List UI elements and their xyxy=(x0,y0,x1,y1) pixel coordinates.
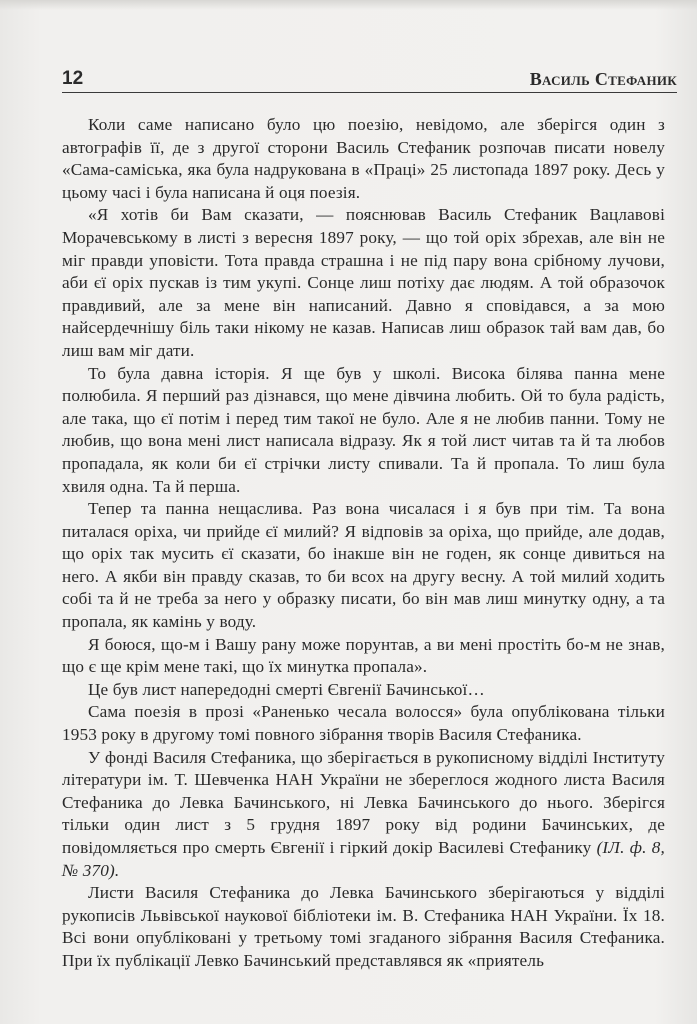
page-number: 12 xyxy=(62,68,84,89)
header-rule xyxy=(62,92,677,93)
page-header xyxy=(62,64,677,90)
paragraph-with-citation xyxy=(62,747,665,883)
paragraph: Листи Василя Стефаника до Левка Бачинського зберігаються у відділі рукописів Львівської наукової бібліотеки ім. В. Стефаника НАН України. Їх 18. Всі вони опубліковані у третьому томі згаданого зібрання Василя Стефаника. При їх публікації Левко Бачинський представлявся як «приятель xyxy=(62,883,665,970)
paragraph: Сама поезія в прозі «Раненько чесала волосся» була опублікована тільки 1953 року в другому томі повного зібрання творів Василя Стефаника. xyxy=(62,702,665,745)
archive-citation: (ІЛ. ф. 8, № 370). xyxy=(62,838,665,880)
paragraph-text: У фонді Василя Стефаника, що зберігається в рукописному відділі Інституту літератури ім. Т. Шевченка НАН України не збереглося жодного листа Василя Стефаника до Левка Бачинського, ні Левка Бачинського до нього. Зберігся тільки один лист з 5 грудня 1897 року від родини Бачинських, де повідомляється про смерть Євгенії і гіркий докір Василеві Стефанику xyxy=(62,747,665,857)
paragraph: Я боюся, що-м і Вашу рану може порунтав, а ви мені простіть бо-м не знав, що є ще крім мене такі, що їх минутка пропала». xyxy=(62,634,665,677)
paragraph: Коли саме написано було цю поезію, невідомо, але зберігся один з автографів її, де з другої сторони Василь Стефаник розпочав писати новелу «Сама-саміська, яка була надрукована в «Праці» 25 листопада 1897 року. Десь у цьому часі і була написана й оця поезія. xyxy=(62,115,665,202)
paragraph: «Я хотів би Вам сказати, — пояснював Василь Стефаник Вацлавові Морачевському в листі з вересня 1897 року, — що той оріх збрехав, але він не міг правди уповісти. Тота правда страшна і не під пару вона срібному лучови, аби єї оріх пускав із тим укупі. Сонце лиш потіху дає людям. А той образочок правдивий, але за мене він написаний. Давно я сповідався, а за мою найсердечнішу біль таки нікому не казав. Написав лиш образок тай вам дав, бо лиш вам міг дати. xyxy=(62,205,665,360)
body-text xyxy=(62,114,665,973)
paragraph: То була давна історія. Я ще був у школі. Висока білява панна мене полюбила. Я перший раз дізнався, що мене дівчина любить. Ой то була радість, але така, що єї потім і перед тим такої не було. Але я не любив панни. Тому не любив, що вона мені лист написала відразу. Як я той лист читав та й та любов пропадала, як коли би єї стрічки листу спивали. Та й пропала. То лиш була хвиля одна. Та й перша. xyxy=(62,363,665,496)
paragraph: Це був лист напередодні смерті Євгенії Бачинської… xyxy=(88,679,485,699)
paragraph: Тепер та панна нещаслива. Раз вона чисалася і я був при тім. Та вона питалася оріха, чи прийде єї милий? Я відповів за оріха, що прийде, але додав, що оріх так мусить єї сказати, бо інакше він не годен, як сонце дивиться на него. А якби він правду сказав, то би всох на другу весну. А той милий ходить собі та й не треба за него у образку писати, бо він мав лиш минутку одну, а та пропала, як камінь у воду. xyxy=(62,499,665,632)
page-top-shadow xyxy=(0,0,697,10)
running-head: Василь Стефаник xyxy=(529,69,677,89)
